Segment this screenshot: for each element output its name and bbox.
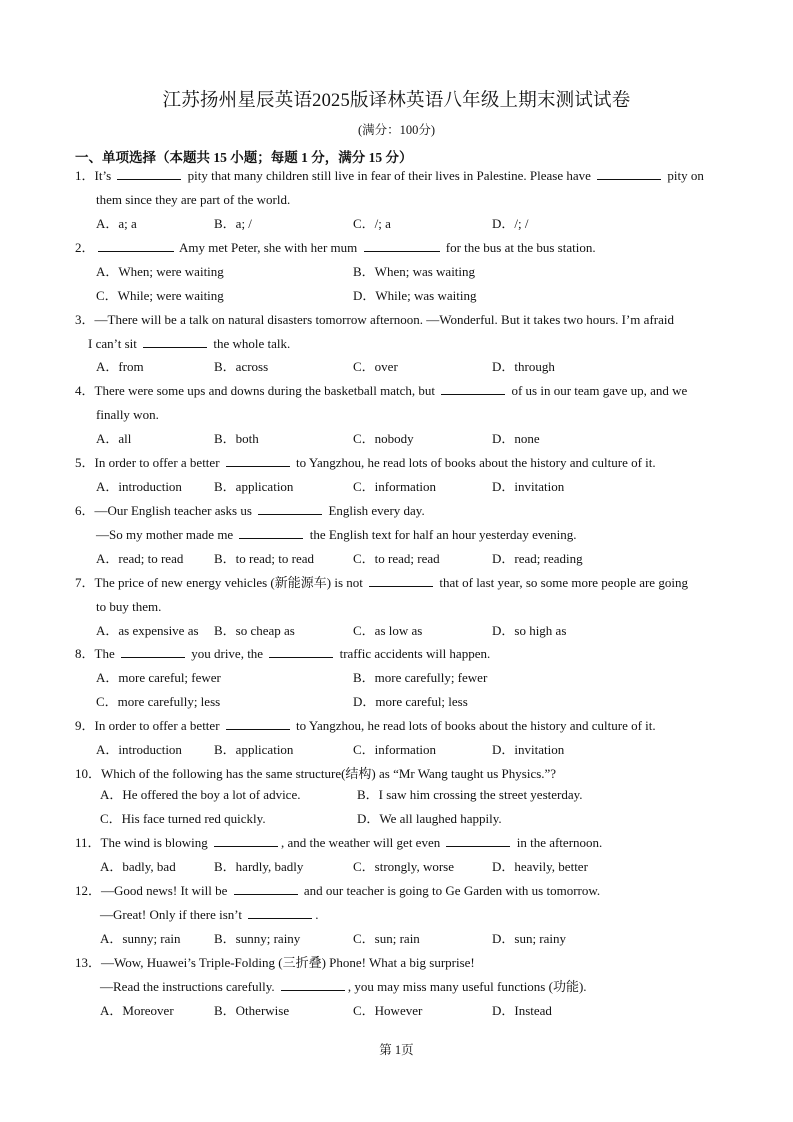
- answer-option[interactable]: C．to read; read: [353, 551, 440, 566]
- question-stem: [75, 955, 475, 971]
- answer-option[interactable]: A．as expensive as: [96, 623, 199, 638]
- question-stem: [75, 646, 490, 662]
- answer-option[interactable]: C．However: [353, 1003, 423, 1018]
- question-text: .: [315, 907, 319, 922]
- question-stem: [75, 240, 596, 256]
- answer-option[interactable]: B．a; /: [214, 216, 252, 231]
- answer-blank: [121, 646, 185, 658]
- answer-option[interactable]: D．invitation: [492, 742, 565, 757]
- answer-option[interactable]: C．sun; rain: [353, 931, 420, 946]
- question-text: The wind is blowing: [100, 835, 212, 850]
- score-note: (满分：100分): [357, 123, 436, 137]
- question-number: 4．: [75, 383, 95, 398]
- section-heading: 一、单项选择（本题共 15 小题；每题 1 分，满分 15 分）: [75, 150, 413, 165]
- question-stem: [75, 835, 602, 851]
- question-number: 9．: [75, 718, 95, 733]
- question-stem-continued: [88, 336, 290, 352]
- question-text: —Wow, Huawei’s Triple-Folding (三折叠) Phone! What a big surprise!: [101, 955, 475, 970]
- question-text: and our teacher is going to Ge Garden with us tomorrow.: [300, 883, 601, 898]
- answer-option[interactable]: A．sunny; rain: [100, 931, 181, 946]
- question-text: —So my mother made me: [96, 527, 237, 542]
- answer-option[interactable]: D．through: [492, 359, 555, 374]
- question-stem-continued: [100, 907, 319, 923]
- answer-option[interactable]: C．His face turned red quickly.: [100, 811, 266, 826]
- question-text: the English text for half an hour yesterday evening.: [306, 527, 577, 542]
- answer-blank: [446, 835, 510, 847]
- question-stem: [75, 503, 425, 519]
- answer-blank: [269, 646, 333, 658]
- question-text: I can’t sit: [88, 336, 141, 351]
- question-stem-continued: [96, 407, 159, 423]
- answer-option[interactable]: B．When; was waiting: [353, 264, 476, 279]
- answer-option[interactable]: A．a; a: [96, 216, 137, 231]
- question-text: , and the weather will get even: [281, 835, 444, 850]
- answer-option[interactable]: D．read; reading: [492, 551, 583, 566]
- answer-option[interactable]: D．We all laughed happily.: [357, 811, 502, 826]
- answer-option[interactable]: D．heavily, better: [492, 859, 588, 874]
- question-text: There were some ups and downs during the basketball match, but: [94, 383, 439, 398]
- answer-option[interactable]: C．over: [353, 359, 398, 374]
- question-text: —Great! Only if there isn’t: [100, 907, 246, 922]
- question-number: 6．: [75, 503, 95, 518]
- question-text: In order to offer a better: [94, 718, 223, 733]
- answer-blank: [98, 240, 174, 252]
- answer-option[interactable]: C．strongly, worse: [353, 859, 454, 874]
- answer-option[interactable]: B．Otherwise: [214, 1003, 290, 1018]
- question-text: to buy them.: [96, 599, 162, 614]
- answer-option[interactable]: B．application: [214, 479, 294, 494]
- question-number: 1．: [75, 168, 95, 183]
- answer-option[interactable]: D．so high as: [492, 623, 567, 638]
- question-stem-continued: [96, 192, 290, 208]
- question-text: , you may miss many useful functions (功能).: [347, 979, 587, 994]
- answer-option[interactable]: B．sunny; rainy: [214, 931, 301, 946]
- question-stem: [75, 383, 687, 399]
- question-stem: [75, 766, 556, 782]
- answer-blank: [258, 503, 322, 515]
- answer-option[interactable]: D．While; was waiting: [353, 288, 477, 303]
- question-text: Amy met Peter, she with her mum: [176, 240, 361, 255]
- question-text: to Yangzhou, he read lots of books about the history and culture of it.: [292, 455, 656, 470]
- question-stem: [75, 575, 688, 591]
- answer-option[interactable]: B．across: [214, 359, 269, 374]
- question-text: for the bus at the bus station.: [442, 240, 596, 255]
- answer-blank: [117, 168, 181, 180]
- answer-option[interactable]: D．/; /: [492, 216, 529, 231]
- answer-option[interactable]: D．Instead: [492, 1003, 552, 1018]
- answer-blank: [234, 883, 298, 895]
- page-number: 第 1页: [379, 1043, 414, 1057]
- question-text: you drive, the: [187, 646, 267, 661]
- question-text: finally won.: [96, 407, 159, 422]
- answer-option[interactable]: C．as low as: [353, 623, 423, 638]
- answer-blank: [248, 907, 312, 919]
- question-stem: [75, 883, 600, 899]
- question-number: 7．: [75, 575, 95, 590]
- question-text: English every day.: [325, 503, 425, 518]
- answer-option[interactable]: C．information: [353, 479, 437, 494]
- answer-option[interactable]: C．information: [353, 742, 437, 757]
- answer-option[interactable]: C．nobody: [353, 431, 414, 446]
- answer-option[interactable]: C．more carefully; less: [96, 694, 221, 709]
- answer-option[interactable]: B．application: [214, 742, 294, 757]
- answer-blank: [239, 527, 303, 539]
- question-text: to Yangzhou, he read lots of books about the history and culture of it.: [292, 718, 656, 733]
- question-stem-continued: [96, 599, 161, 615]
- answer-option[interactable]: D．more careful; less: [353, 694, 468, 709]
- answer-option[interactable]: A．from: [96, 359, 144, 374]
- question-stem-continued: [96, 527, 576, 543]
- question-number: 8．: [75, 646, 95, 661]
- answer-blank: [226, 718, 290, 730]
- question-number: 10．: [75, 766, 102, 781]
- answer-option[interactable]: B．so cheap as: [214, 623, 295, 638]
- question-text: Which of the following has the same structure(结构) as “Mr Wang taught us Physics.”?: [101, 766, 557, 781]
- answer-option[interactable]: A．introduction: [96, 479, 182, 494]
- question-number: 12．: [75, 883, 102, 898]
- question-text: of us in our team gave up, and we: [508, 383, 688, 398]
- answer-option[interactable]: A．introduction: [96, 742, 182, 757]
- question-text: In order to offer a better: [94, 455, 223, 470]
- question-number: 13．: [75, 955, 102, 970]
- answer-option[interactable]: A．Moreover: [100, 1003, 174, 1018]
- answer-option[interactable]: B．more carefully; fewer: [353, 670, 488, 685]
- question-number: 3．: [75, 312, 95, 327]
- question-number: 5．: [75, 455, 95, 470]
- question-text: them since they are part of the world.: [96, 192, 291, 207]
- answer-option[interactable]: D．sun; rainy: [492, 931, 567, 946]
- answer-blank: [281, 979, 345, 991]
- answer-option[interactable]: A．When; were waiting: [96, 264, 224, 279]
- answer-blank: [597, 168, 661, 180]
- answer-option[interactable]: D．invitation: [492, 479, 565, 494]
- answer-blank: [226, 455, 290, 467]
- answer-blank: [369, 575, 433, 587]
- answer-option[interactable]: A．He offered the boy a lot of advice.: [100, 787, 301, 802]
- answer-option[interactable]: C．/; a: [353, 216, 391, 231]
- question-text: —There will be a talk on natural disasters tomorrow afternoon. —Wonderful. But it takes two hours. I’m afraid: [94, 312, 674, 327]
- question-text: in the afternoon.: [513, 835, 603, 850]
- question-text: —Read the instructions carefully.: [100, 979, 278, 994]
- page-title: 江苏扬州星辰英语2025版译林英语八年级上期末测试试卷: [162, 91, 631, 111]
- question-text: The price of new energy vehicles (新能源车) is not: [94, 575, 367, 590]
- question-stem: [75, 455, 656, 471]
- question-text: traffic accidents will happen.: [336, 646, 491, 661]
- question-stem: [75, 718, 656, 734]
- answer-option[interactable]: D．none: [492, 431, 540, 446]
- question-text: pity that many children still live in fear of their lives in Palestine. Please have: [184, 168, 595, 183]
- answer-option[interactable]: B．to read; to read: [214, 551, 314, 566]
- answer-blank: [214, 835, 278, 847]
- question-text: —Our English teacher asks us: [94, 503, 256, 518]
- answer-option[interactable]: A．read; to read: [96, 551, 184, 566]
- answer-option[interactable]: B．both: [214, 431, 259, 446]
- answer-option[interactable]: B．hardly, badly: [214, 859, 304, 874]
- question-stem-continued: [100, 979, 587, 995]
- question-stem: [75, 312, 674, 328]
- answer-option[interactable]: C．While; were waiting: [96, 288, 224, 303]
- question-text: The: [94, 646, 118, 661]
- question-number: 11．: [75, 835, 101, 850]
- question-text: that of last year, so some more people are going: [436, 575, 688, 590]
- question-number: 2．: [75, 240, 95, 255]
- answer-blank: [441, 383, 505, 395]
- answer-option[interactable]: B．I saw him crossing the street yesterday.: [357, 787, 583, 802]
- question-text: It’s: [94, 168, 115, 183]
- answer-blank: [143, 336, 207, 348]
- answer-option[interactable]: A．more careful; fewer: [96, 670, 221, 685]
- answer-option[interactable]: A．all: [96, 431, 132, 446]
- question-text: the whole talk.: [210, 336, 291, 351]
- question-text: pity on: [664, 168, 704, 183]
- question-text: —Good news! It will be: [101, 883, 231, 898]
- answer-blank: [364, 240, 440, 252]
- question-stem: [75, 168, 704, 184]
- answer-option[interactable]: A．badly, bad: [100, 859, 176, 874]
